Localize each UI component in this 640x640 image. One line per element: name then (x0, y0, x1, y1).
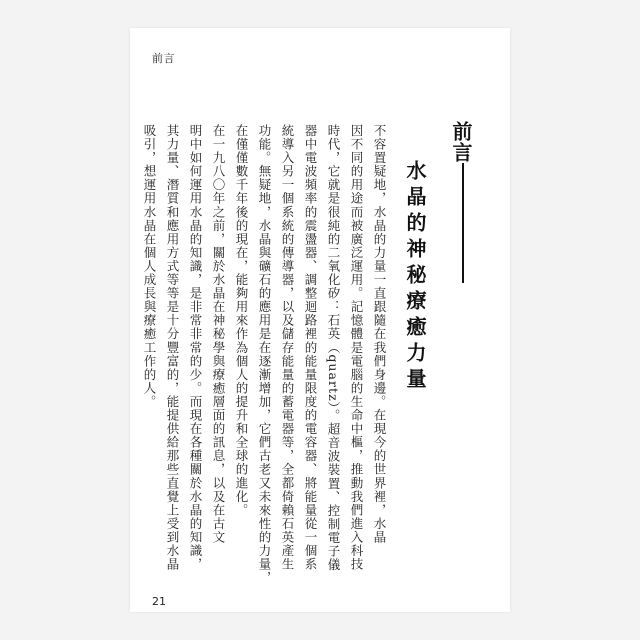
body-line: 在一九八〇年之前，關於水晶在神秘學與療癒層面的訊息，以及在古文 (211, 124, 226, 545)
chapter-rule (462, 163, 464, 283)
body-line: 器中電波頻率的震盪器、調整迴路裡的能量限度的電容器、將能量從一個系 (303, 124, 318, 572)
body-line: 不容置疑地，水晶的力量一直跟隨在我們身邊。在現今的世界裡，水晶 (372, 124, 387, 545)
body-line: 在僅僅數千年後的現在，能夠用來作為個人的提升和全球的進化。 (234, 124, 249, 517)
body-line: 統導入另一個系統的傳導器，以及儲存能量的蓄電器等，全都倚賴石英產生 (280, 124, 295, 572)
chapter-label: 前言 (449, 121, 473, 163)
body-line: 吸引，想運用水晶在個人成長與療癒工作的人。 (142, 124, 157, 409)
chapter-title: 水晶的神秘療癒力量 (403, 160, 427, 394)
body-line: 時代，它就是很純的二氧化矽：石英（quartz）。超音波裝置、控制電子儀 (326, 124, 341, 572)
body-line: 因不同的用途而被廣泛運用。記憶體是電腦的生命中樞，推動我們進入科技 (349, 124, 364, 572)
body-line: 其力量、潛質和應用方式等等是十分豐富的，能提供給那些直覺上受到水晶 (165, 124, 180, 572)
body-line: 明中如何運用水晶的知識，是非常非常的少。而現在各種關於水晶的知識， (188, 124, 203, 572)
page-number: 21 (152, 595, 166, 608)
body-line: 功能。無疑地，水晶與礦石的應用是在逐漸增加，它們古老又未來性的力量， (257, 124, 272, 585)
running-head: 前言 (152, 52, 175, 65)
